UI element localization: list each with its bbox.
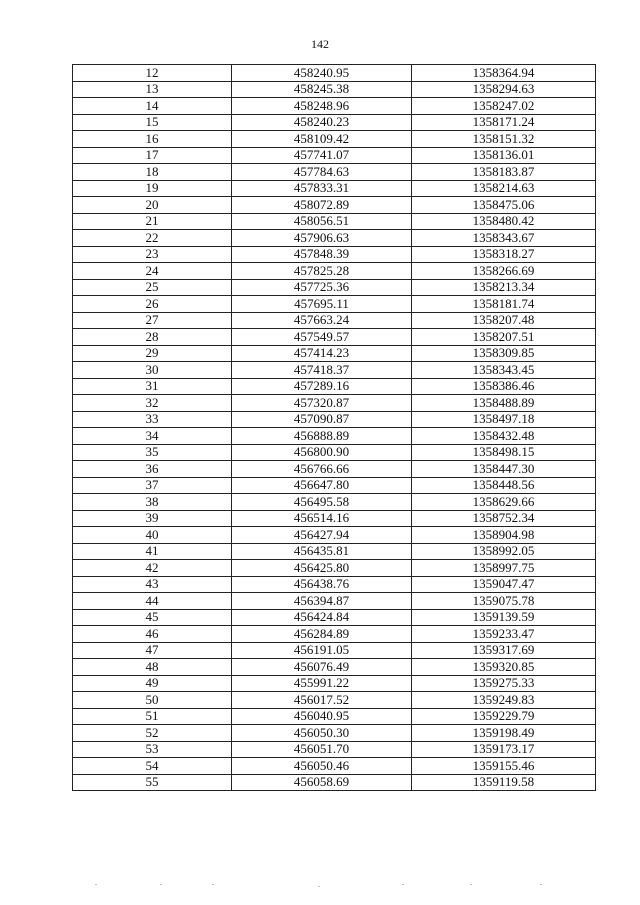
point-number-cell: 32 — [73, 395, 232, 412]
x-coordinate-cell: 458248.96 — [232, 98, 412, 115]
point-number-cell: 49 — [73, 675, 232, 692]
x-coordinate-cell: 456438.76 — [232, 576, 412, 593]
point-number-cell: 33 — [73, 411, 232, 428]
y-coordinate-cell: 1358448.56 — [412, 477, 596, 494]
point-number-cell: 50 — [73, 692, 232, 709]
table-row — [73, 543, 596, 560]
x-coordinate-cell: 457289.16 — [232, 378, 412, 395]
point-number-cell: 30 — [73, 362, 232, 379]
y-coordinate-cell: 1358497.18 — [412, 411, 596, 428]
point-number-cell: 53 — [73, 741, 232, 758]
x-coordinate-cell: 457414.23 — [232, 345, 412, 362]
y-coordinate-cell: 1358364.94 — [412, 65, 596, 82]
x-coordinate-cell: 456017.52 — [232, 692, 412, 709]
y-coordinate-cell: 1359119.58 — [412, 774, 596, 791]
scan-speck — [470, 884, 472, 885]
x-coordinate-cell: 456040.95 — [232, 708, 412, 725]
scan-speck — [402, 884, 404, 885]
table-row — [73, 494, 596, 511]
table-row — [73, 560, 596, 577]
y-coordinate-cell: 1358183.87 — [412, 164, 596, 181]
point-number-cell: 21 — [73, 213, 232, 230]
point-number-cell: 40 — [73, 527, 232, 544]
scan-speck — [540, 884, 542, 885]
x-coordinate-cell: 456284.89 — [232, 626, 412, 643]
table-row — [73, 576, 596, 593]
x-coordinate-cell: 457418.37 — [232, 362, 412, 379]
point-number-cell: 15 — [73, 114, 232, 131]
y-coordinate-cell: 1358475.06 — [412, 197, 596, 214]
point-number-cell: 42 — [73, 560, 232, 577]
y-coordinate-cell: 1359047.47 — [412, 576, 596, 593]
y-coordinate-cell: 1359249.83 — [412, 692, 596, 709]
table-row — [73, 477, 596, 494]
x-coordinate-cell: 456424.84 — [232, 609, 412, 626]
x-coordinate-cell: 456051.70 — [232, 741, 412, 758]
y-coordinate-cell: 1358752.34 — [412, 510, 596, 527]
y-coordinate-cell: 1358214.63 — [412, 180, 596, 197]
point-number-cell: 17 — [73, 147, 232, 164]
y-coordinate-cell: 1358480.42 — [412, 213, 596, 230]
point-number-cell: 25 — [73, 279, 232, 296]
table-row — [73, 180, 596, 197]
table-row — [73, 675, 596, 692]
x-coordinate-cell: 457848.39 — [232, 246, 412, 263]
point-number-cell: 45 — [73, 609, 232, 626]
table-row — [73, 362, 596, 379]
point-number-cell: 14 — [73, 98, 232, 115]
y-coordinate-cell: 1359173.17 — [412, 741, 596, 758]
y-coordinate-cell: 1358207.48 — [412, 312, 596, 329]
table-row — [73, 741, 596, 758]
point-number-cell: 51 — [73, 708, 232, 725]
x-coordinate-cell: 456647.80 — [232, 477, 412, 494]
y-coordinate-cell: 1359155.46 — [412, 758, 596, 775]
table-row — [73, 461, 596, 478]
y-coordinate-cell: 1358498.15 — [412, 444, 596, 461]
point-number-cell: 43 — [73, 576, 232, 593]
table-row — [73, 329, 596, 346]
table-row — [73, 312, 596, 329]
y-coordinate-cell: 1358343.67 — [412, 230, 596, 247]
x-coordinate-cell: 457549.57 — [232, 329, 412, 346]
point-number-cell: 19 — [73, 180, 232, 197]
page-number: 142 — [311, 37, 329, 51]
point-number-cell: 12 — [73, 65, 232, 82]
x-coordinate-cell: 457906.63 — [232, 230, 412, 247]
y-coordinate-cell: 1358266.69 — [412, 263, 596, 280]
y-coordinate-cell: 1358247.02 — [412, 98, 596, 115]
table-row — [73, 444, 596, 461]
y-coordinate-cell: 1359075.78 — [412, 593, 596, 610]
point-number-cell: 29 — [73, 345, 232, 362]
y-coordinate-cell: 1358136.01 — [412, 147, 596, 164]
table-row — [73, 395, 596, 412]
point-number-cell: 35 — [73, 444, 232, 461]
x-coordinate-cell: 457825.28 — [232, 263, 412, 280]
table-row — [73, 774, 596, 791]
y-coordinate-cell: 1358629.66 — [412, 494, 596, 511]
table-row — [73, 428, 596, 445]
x-coordinate-cell: 457663.24 — [232, 312, 412, 329]
table-row — [73, 510, 596, 527]
coordinates-table — [72, 64, 596, 791]
y-coordinate-cell: 1358294.63 — [412, 81, 596, 98]
table-row — [73, 230, 596, 247]
table-row — [73, 213, 596, 230]
y-coordinate-cell: 1358904.98 — [412, 527, 596, 544]
y-coordinate-cell: 1359233.47 — [412, 626, 596, 643]
coordinates-table-body — [73, 65, 596, 791]
table-row — [73, 345, 596, 362]
x-coordinate-cell: 458240.23 — [232, 114, 412, 131]
point-number-cell: 27 — [73, 312, 232, 329]
point-number-cell: 16 — [73, 131, 232, 148]
y-coordinate-cell: 1358181.74 — [412, 296, 596, 313]
y-coordinate-cell: 1358207.51 — [412, 329, 596, 346]
y-coordinate-cell: 1358386.46 — [412, 378, 596, 395]
x-coordinate-cell: 457784.63 — [232, 164, 412, 181]
x-coordinate-cell: 456435.81 — [232, 543, 412, 560]
x-coordinate-cell: 456766.66 — [232, 461, 412, 478]
table-row — [73, 197, 596, 214]
point-number-cell: 23 — [73, 246, 232, 263]
table-row — [73, 296, 596, 313]
point-number-cell: 41 — [73, 543, 232, 560]
point-number-cell: 20 — [73, 197, 232, 214]
point-number-cell: 31 — [73, 378, 232, 395]
x-coordinate-cell: 456058.69 — [232, 774, 412, 791]
x-coordinate-cell: 457090.87 — [232, 411, 412, 428]
table-row — [73, 263, 596, 280]
table-row — [73, 725, 596, 742]
table-row — [73, 246, 596, 263]
y-coordinate-cell: 1358992.05 — [412, 543, 596, 560]
point-number-cell: 52 — [73, 725, 232, 742]
y-coordinate-cell: 1358309.85 — [412, 345, 596, 362]
x-coordinate-cell: 457725.36 — [232, 279, 412, 296]
point-number-cell: 22 — [73, 230, 232, 247]
y-coordinate-cell: 1358171.24 — [412, 114, 596, 131]
point-number-cell: 26 — [73, 296, 232, 313]
table-row — [73, 642, 596, 659]
table-row — [73, 527, 596, 544]
x-coordinate-cell: 457833.31 — [232, 180, 412, 197]
y-coordinate-cell: 1359317.69 — [412, 642, 596, 659]
point-number-cell: 28 — [73, 329, 232, 346]
point-number-cell: 38 — [73, 494, 232, 511]
scan-speck — [160, 884, 162, 885]
x-coordinate-cell: 456394.87 — [232, 593, 412, 610]
x-coordinate-cell: 456495.58 — [232, 494, 412, 511]
point-number-cell: 44 — [73, 593, 232, 610]
x-coordinate-cell: 458240.95 — [232, 65, 412, 82]
y-coordinate-cell: 1358447.30 — [412, 461, 596, 478]
scan-noise — [0, 884, 640, 890]
y-coordinate-cell: 1359320.85 — [412, 659, 596, 676]
table-row — [73, 659, 596, 676]
x-coordinate-cell: 457695.11 — [232, 296, 412, 313]
point-number-cell: 34 — [73, 428, 232, 445]
point-number-cell: 39 — [73, 510, 232, 527]
table-row — [73, 593, 596, 610]
table-row — [73, 81, 596, 98]
y-coordinate-cell: 1358997.75 — [412, 560, 596, 577]
x-coordinate-cell: 458056.51 — [232, 213, 412, 230]
table-row — [73, 758, 596, 775]
x-coordinate-cell: 458109.42 — [232, 131, 412, 148]
point-number-cell: 47 — [73, 642, 232, 659]
table-row — [73, 692, 596, 709]
x-coordinate-cell: 456800.90 — [232, 444, 412, 461]
y-coordinate-cell: 1359139.59 — [412, 609, 596, 626]
scan-speck — [318, 886, 320, 887]
table-row — [73, 147, 596, 164]
scan-speck — [95, 884, 97, 885]
x-coordinate-cell: 455991.22 — [232, 675, 412, 692]
table-row — [73, 609, 596, 626]
table-row — [73, 279, 596, 296]
table-row — [73, 131, 596, 148]
x-coordinate-cell: 456050.46 — [232, 758, 412, 775]
y-coordinate-cell: 1358432.48 — [412, 428, 596, 445]
x-coordinate-cell: 456425.80 — [232, 560, 412, 577]
point-number-cell: 37 — [73, 477, 232, 494]
y-coordinate-cell: 1358488.89 — [412, 395, 596, 412]
point-number-cell: 55 — [73, 774, 232, 791]
y-coordinate-cell: 1359275.33 — [412, 675, 596, 692]
point-number-cell: 18 — [73, 164, 232, 181]
scan-speck — [212, 884, 214, 885]
x-coordinate-cell: 456427.94 — [232, 527, 412, 544]
table-row — [73, 626, 596, 643]
x-coordinate-cell: 457741.07 — [232, 147, 412, 164]
x-coordinate-cell: 458072.89 — [232, 197, 412, 214]
point-number-cell: 46 — [73, 626, 232, 643]
point-number-cell: 13 — [73, 81, 232, 98]
y-coordinate-cell: 1358213.34 — [412, 279, 596, 296]
y-coordinate-cell: 1358318.27 — [412, 246, 596, 263]
x-coordinate-cell: 458245.38 — [232, 81, 412, 98]
x-coordinate-cell: 456191.05 — [232, 642, 412, 659]
point-number-cell: 54 — [73, 758, 232, 775]
table-row — [73, 114, 596, 131]
table-row — [73, 708, 596, 725]
table-row — [73, 65, 596, 82]
x-coordinate-cell: 456076.49 — [232, 659, 412, 676]
point-number-cell: 48 — [73, 659, 232, 676]
x-coordinate-cell: 457320.87 — [232, 395, 412, 412]
x-coordinate-cell: 456514.16 — [232, 510, 412, 527]
x-coordinate-cell: 456050.30 — [232, 725, 412, 742]
y-coordinate-cell: 1358343.45 — [412, 362, 596, 379]
point-number-cell: 36 — [73, 461, 232, 478]
table-row — [73, 164, 596, 181]
y-coordinate-cell: 1359229.79 — [412, 708, 596, 725]
point-number-cell: 24 — [73, 263, 232, 280]
table-row — [73, 411, 596, 428]
y-coordinate-cell: 1359198.49 — [412, 725, 596, 742]
x-coordinate-cell: 456888.89 — [232, 428, 412, 445]
table-row — [73, 98, 596, 115]
table-row — [73, 378, 596, 395]
y-coordinate-cell: 1358151.32 — [412, 131, 596, 148]
